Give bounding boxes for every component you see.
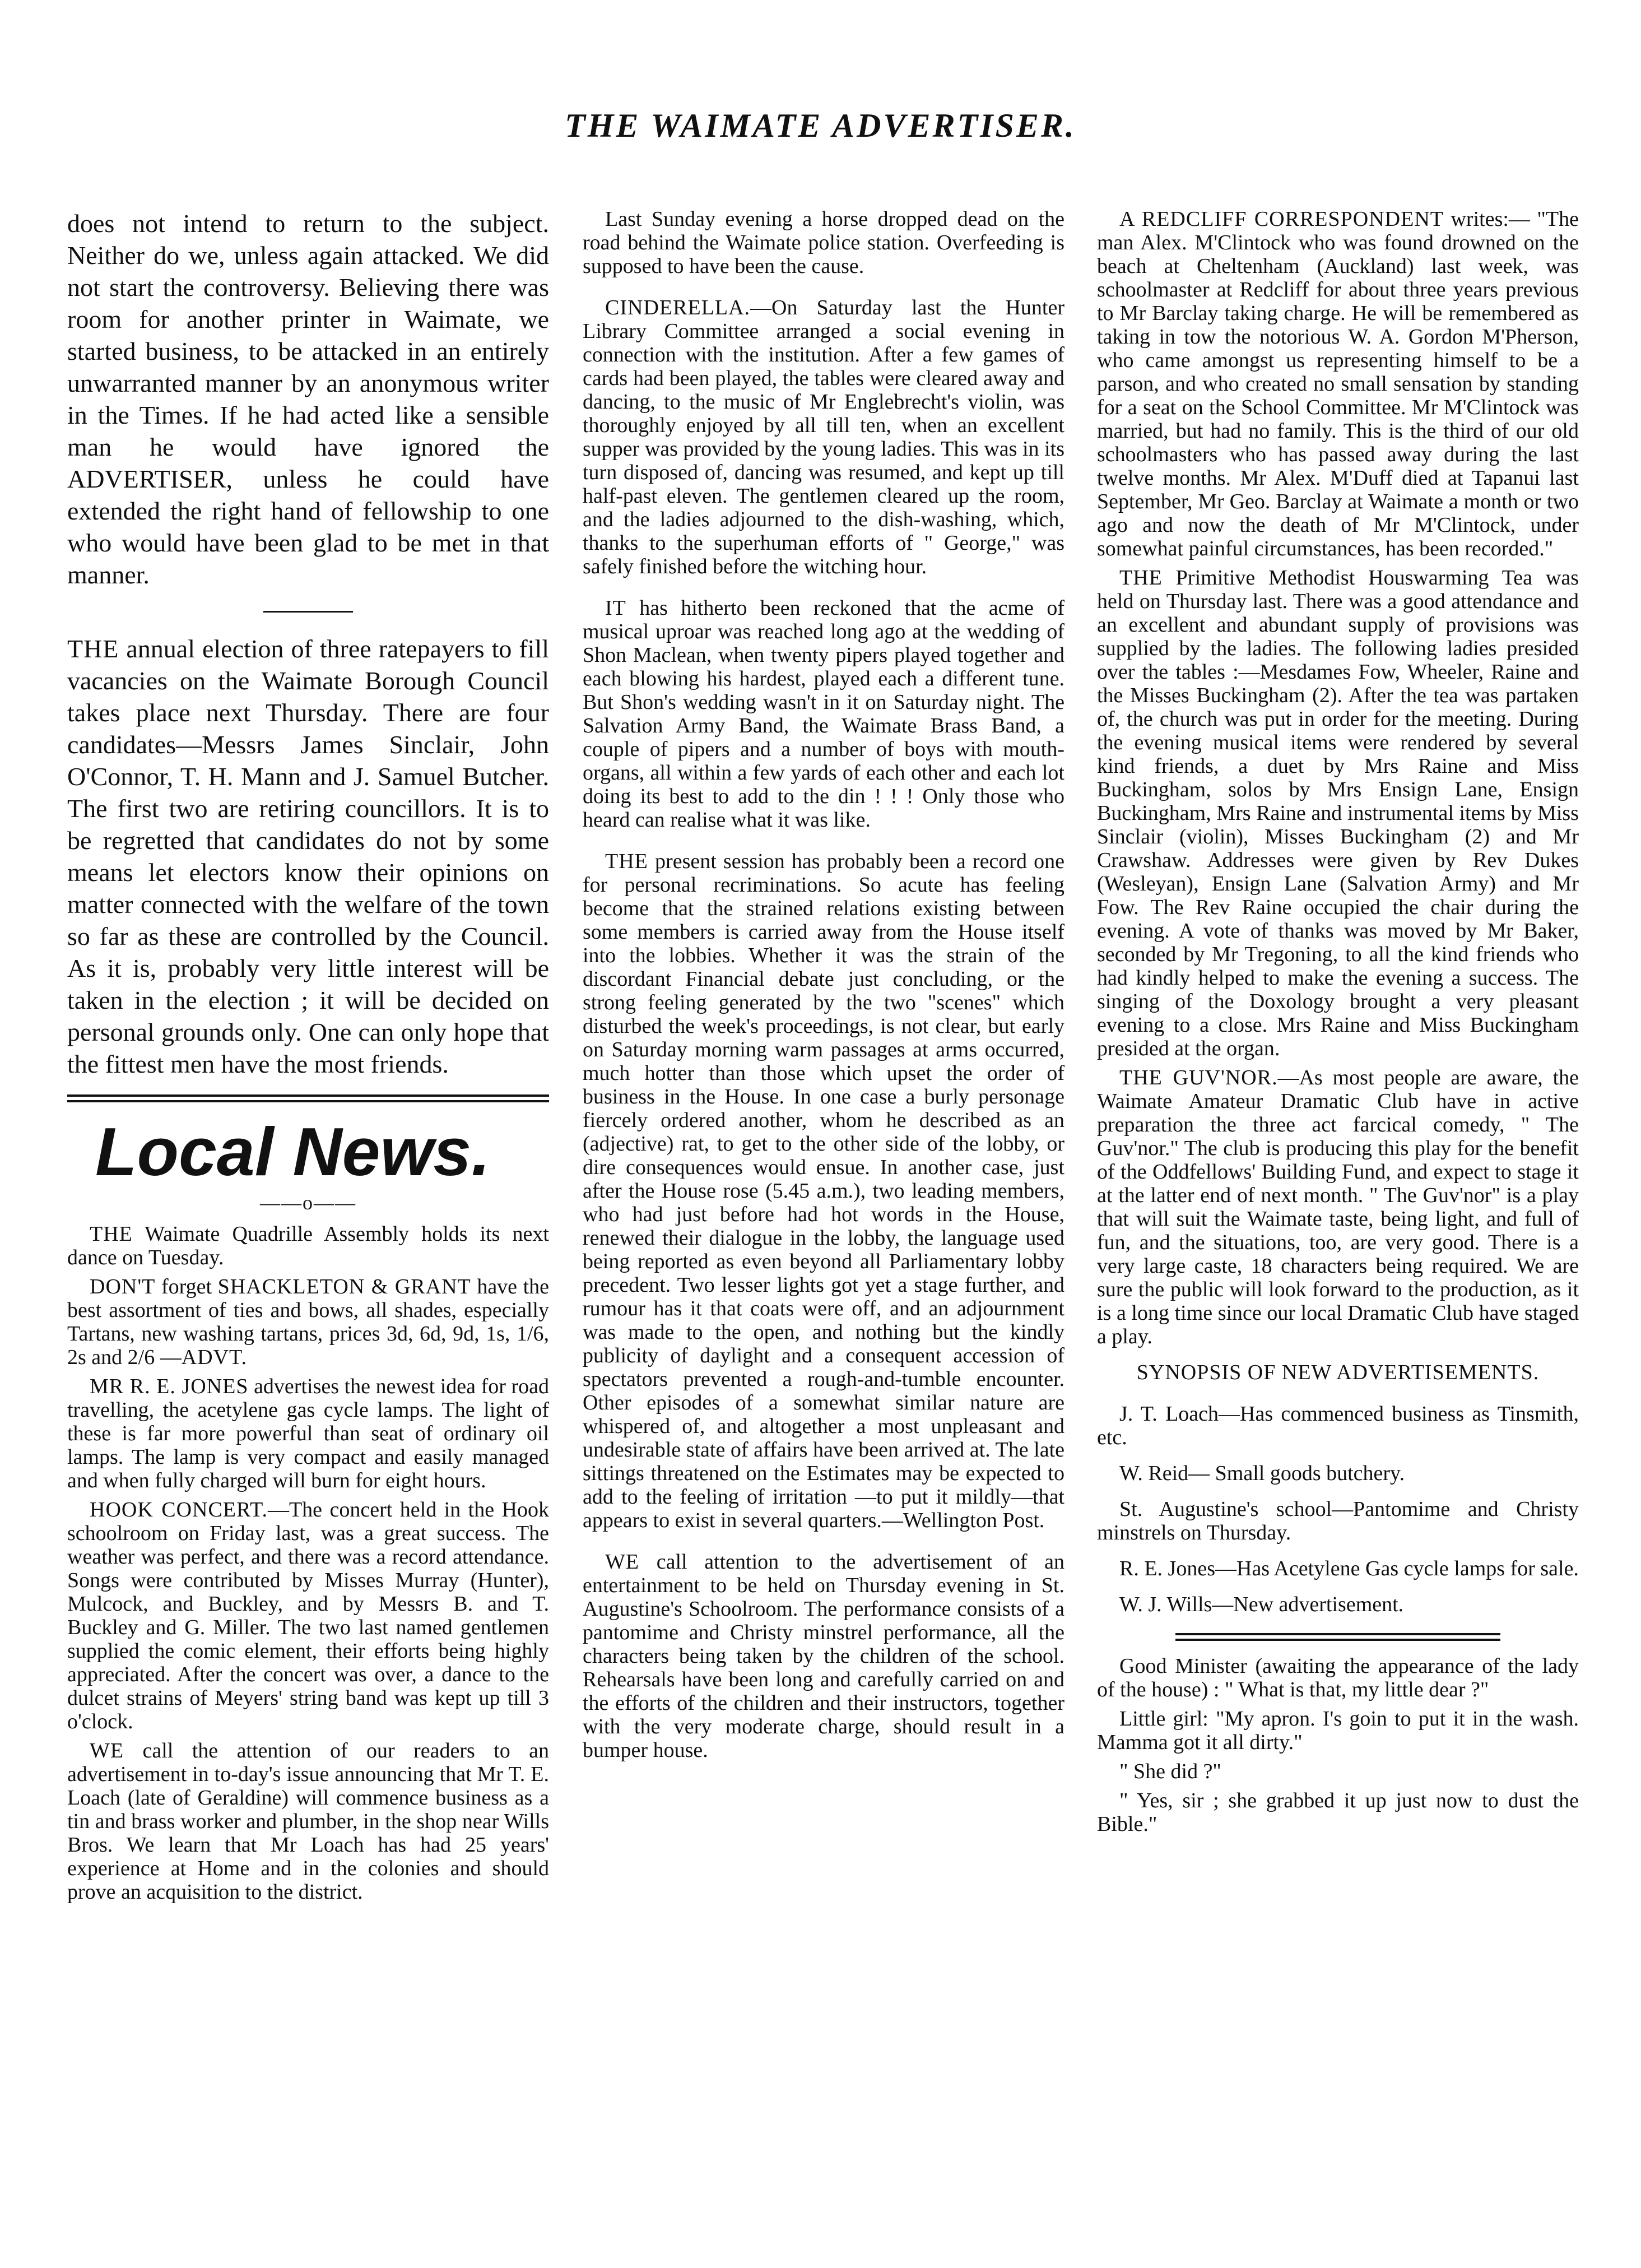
shackleton-paragraph [67, 1275, 549, 1369]
paragraph-text: Primitive Methodist Houswarming Tea was held on Thursday last. There was a good attendance and an excellent and abundant supply of provisions was supplied by the ladies. The following ladies presided over the tables :—Mesdames Fow, Wheeler, Raine and the Misses Buckingham (2). After the tea was partaken of, the church was put in order for the meeting. During the evening musical items were rendered by several kind friends, a duet by Mrs Raine and Miss Buckingham, solos by Mrs Ensign Lane, Ensign Buckingham, Mrs Raine and instrumental items by Miss Sinclair (violin), Misses Buckingham (2) and Mr Crawshaw. Addresses were given by Rev Dukes (Wesleyan), Ensign Lane (Salvation Army) and Mr Fow. The Rev Raine occupied the chair during the evening. A vote of thanks was moved by Mr Baker, seconded by Mr Tregoning, to all the kind friends who had kindly helped to make the evening a success. The singing of the Doxology brought a very pleasant evening to a close. Mrs Raine and Miss Buckingham presided at the organ. [1097, 566, 1579, 1060]
ornament-divider: ——o—— [260, 1191, 356, 1214]
list-item: St. Augustine's school—Pantomime and Christy minstrels on Thursday. [1097, 1497, 1579, 1545]
lead-word: WE [90, 1739, 124, 1763]
lead-word: THE [90, 1222, 133, 1246]
methodist-paragraph [1097, 566, 1579, 1060]
paragraph-text: —On Saturday last the Hunter Library Committee arranged a social evening in connection with the institution. After a few games of cards had been played, the tables were cleared away and dancing, to the music of Mr Englebrecht's violin, was thoroughly enjoyed by all till ten, when an excellent supper was provided by the young ladies. This was in its turn disposed of, dancing was resumed, and kept up till half-past eleven. The gentlemen cleared up the room, and the ladies adjourned to the dish-washing, which, thanks to the superhuman efforts of " George," was safely finished before the witching hour. [583, 296, 1064, 578]
lead-word: THE GUV'NOR. [1119, 1066, 1278, 1089]
double-rule [1175, 1633, 1500, 1641]
pantomime-paragraph [583, 1550, 1064, 1762]
masthead: THE WAIMATE ADVERTISER. [565, 107, 1076, 144]
lead-word: A REDCLIFF CORRESPONDENT [1119, 207, 1444, 231]
paragraph-text: annual election of three ratepayers to fill vacancies on the Waimate Borough Council takes place next Thursday. There are four candidates—Messrs James Sinclair, John O'Connor, T. H. Mann and J. Samuel Butcher. The first two are retiring councillors. It is to be regretted that candidates do not by some means let electors know their opinions on matter connected with the welfare of the town so far as these are controlled by the Council. As it is, probably very little interest will be taken in the election ; it will be decided on personal grounds only. One can only hope that the fittest men have the most friends. [67, 634, 550, 1078]
list-item: R. E. Jones—Has Acetylene Gas cycle lamps for sale. [1119, 1557, 1579, 1580]
guvnor-paragraph [1097, 1066, 1579, 1348]
list-item: W. Reid— Small goods butchery. [1119, 1462, 1405, 1485]
paragraph-text: present session has probably been a record one for personal recriminations. So acute has feeling become that the strained relations existing between some members is carried away from the House itself into the lobbies. Whether it was the strain of the discordant Financial debate just concluding, or the strong feeling generated by the two "scenes" which disturbed the week's proceedings, is not clear, but early on Saturday morning warm passages at arms occurred, much hotter than those which upset the order of business in the House. In one case a burly personage fiercely ordered another, whom he described as an (adjective) rat, to get to the other side of the lobby, or dire consequences would ensue. In another case, just after the House rose (5.45 a.m.), two leading members, who had just before had hot words in the House, renewed their dialogue in the lobby, the language used being reported as even beyond all Parliamentary lobby precedent. Two lesser lights got yet a stage further, and rumour has it that coats were off, and an adjournment was made to the open, and nothing but the kindly publicity of daylight and a consequent accession of spectators prevented a rough-and-tumble encounter. Other episodes of a somewhat similar nature are whispered of, and altogether a most unpleasant and undesirable state of affairs have been arrived at. The late sittings threatened on the Estimates may be expected to add to the feeling of irritation —to put it mildly—that appears to exist in several quarters.—Wellington Post. [583, 850, 1064, 1532]
paragraph-text: call the attention of our readers to an advertisement in to-day's issue announcing that Mr T. E. Loach (late of Geraldine) will commence business as a tin and brass worker and plumber, in the shop near Wills Bros. We learn that Mr Loach has had 25 years' experience at Home and in the colonies and should prove an acquisition to the district. [67, 1739, 549, 1904]
column-1 [67, 207, 549, 1909]
section-heading: Local News. [95, 1114, 491, 1190]
lead-word: WE [605, 1550, 640, 1574]
redcliff-paragraph [1097, 207, 1579, 560]
paragraph-text: writes:— "The man Alex. M'Clintock who was found drowned on the beach at Cheltenham (Auckland) last week, was schoolmaster at Redcliff for about three years previous to Mr Barclay taking charge. He will be remembered as taking in tow the notorious W. A. Gordon M'Pherson, who came amongst us representing himself to be a parson, and who created no small sensation by standing for a seat on the School Committee. Mr M'Clintock was married, but had no family. This is the third of our old schoolmasters who has passed away during the last twelve months. Mr Alex. M'Duff died at Tapanui last September, Mr Geo. Barclay at Waimate a month or two ago and now the death of Mr M'Clintock, under somewhat painful circumstances, has been recorded." [1097, 207, 1579, 560]
lead-word: IT [605, 596, 626, 620]
paragraph-text: has hitherto been reckoned that the acme of musical uproar was reached long ago at the wedding of Shon Maclean, when twenty pipers played together and each blowing his hardest, played each a different tune. But Shon's wedding wasn't in it on Saturday night. The Salvation Army Band, the Waimate Brass Band, a couple of pipers and a number of boys with mouth-organs, all within a few yards of each other and each lot doing its best to add to the din ! ! ! Only those who heard can realise what it was like. [583, 596, 1064, 832]
jones-paragraph [67, 1375, 549, 1492]
firm-name: SHACKLETON & GRANT [217, 1275, 471, 1298]
lead-word: CINDERELLA. [605, 296, 751, 319]
lead-word: THE [67, 634, 119, 663]
joke-line: " She did ?" [1119, 1760, 1221, 1783]
paragraph-text: have the best assortment of ties and bows, all shades, especially Tartans, new washing tartans, prices 3d, 6d, 9d, 1s, 1/6, 2s and 2/6 — [67, 1275, 550, 1369]
joke-line: Good Minister (awaiting the appearance of the lady of the house) : " What is that, my little dear ?" [1097, 1654, 1579, 1701]
synopsis-heading: SYNOPSIS OF NEW ADVERTISEMENTS. [1136, 1361, 1540, 1384]
double-rule [67, 1094, 549, 1102]
column-2 [583, 207, 1064, 1768]
synopsis-list [1097, 1402, 1579, 1616]
lead-word: THE [605, 850, 648, 873]
hook-concert-paragraph [67, 1498, 549, 1733]
election-paragraph [67, 633, 549, 1080]
loach-paragraph [67, 1739, 549, 1904]
paragraph-text: Waimate Quadrille Assembly holds its next dance on Tuesday. [67, 1222, 549, 1269]
lead-word: THE [1119, 566, 1163, 590]
paragraph-text: forget [161, 1275, 212, 1298]
cinderella-paragraph [583, 296, 1064, 578]
horse-paragraph: Last Sunday evening a horse dropped dead on the road behind the Waimate police station. Overfeeding is supposed to have been the cause. [583, 207, 1064, 278]
uproar-paragraph [583, 596, 1064, 832]
list-item: J. T. Loach—Has commenced business as Tinsmith, etc. [1097, 1402, 1579, 1449]
paragraph-text: —As most people are aware, the Waimate Amateur Dramatic Club have in active preparation the three act farcical comedy, " The Guv'nor." The club is producing this play for the benefit of the Oddfellows' Building Fund, and expect to stage it at the latter end of next month. " The Guv'nor" is a play that will suit the Waimate taste, being light, and full of fun, and the situations, too, are very good. There is a very large caste, 18 characters being required. We are sure the public will look forward to the production, as it is a long time since our local Dramatic Club have staged a play. [1097, 1066, 1579, 1348]
lead-word: HOOK CONCERT. [90, 1498, 268, 1522]
advt-mark: ADVT. [181, 1346, 247, 1369]
paragraph-text: call attention to the advertisement of an entertainment to be held on Thursday evening in St. Augustine's Schoolroom. The performance consists of a pantomime and Christy minstrel performance, all the characters being taken by the children of the school. Rehearsals have been long and carefully carried on and the efforts of the children and their instructors, together with the very moderate charge, should result in a bumper house. [583, 1550, 1064, 1762]
joke-section [1097, 1654, 1579, 1836]
column-3 [1097, 207, 1579, 1842]
session-paragraph [583, 850, 1064, 1532]
paragraph-text: advertises the newest idea for road travelling, the acetylene gas cycle lamps. The light of these is far more powerful than seat of ordinary oil lamps. The lamp is very compact and easily managed and when fully charged will burn for eight hours. [67, 1375, 549, 1492]
list-item: W. J. Wills—New advertisement. [1119, 1593, 1404, 1616]
editorial-continuation: does not intend to return to the subject. Neither do we, unless again attacked. We did not start the controversy. Believing there was room for another printer in Waimate, we started business, to be attacked in an entirely unwarranted manner by an anonymous writer in the Times. If he had acted like a sensible man he would have ignored the ADVERTISER, unless he could have extended the right hand of fellowship to one who would have been glad to be met in that manner. [67, 209, 549, 589]
joke-line: " Yes, sir ; she grabbed it up just now to dust the Bible." [1097, 1789, 1579, 1836]
short-rule [263, 611, 353, 613]
lead-word: MR R. E. JONES [90, 1375, 249, 1398]
lead-word: DON'T [90, 1275, 156, 1298]
joke-line: Little girl: "My apron. I's goin to put it in the wash. Mamma got it all dirty." [1097, 1707, 1579, 1754]
paragraph-text: —The concert held in the Hook schoolroom on Friday last, was a great success. The weather was perfect, and there was a record attendance. Songs were contributed by Misses Murray (Hunter), Mulcock, and Buckley, and by Messrs B. and T. Buckley and G. Miller. The two last named gentlemen supplied the comic element, their efforts being highly appreciated. After the concert was over, a dance to the dulcet strains of Meyers' string band was kept up till 3 o'clock. [67, 1498, 549, 1733]
quadrille-paragraph [67, 1222, 549, 1269]
